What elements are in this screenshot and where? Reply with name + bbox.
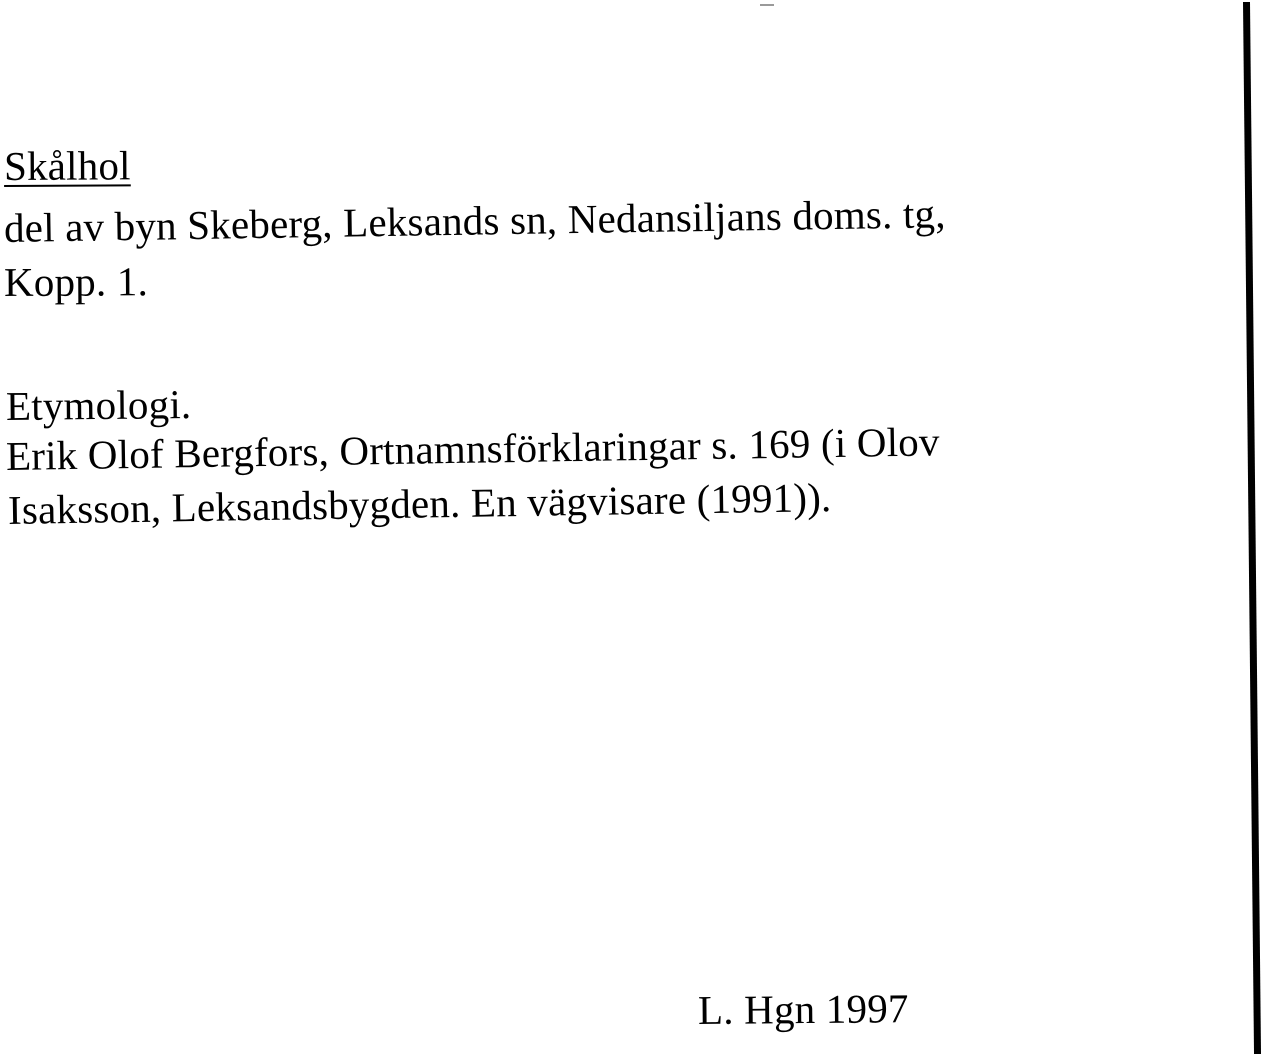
signature-date: L. Hgn 1997 [697, 985, 909, 1033]
scan-artifact [760, 4, 774, 6]
card-edge-line [1243, 2, 1261, 1054]
reference-text-line-2: Isaksson, Leksandsbygden. En vägvisare (1991)). [7, 474, 832, 533]
place-name-heading: Skålhol [3, 142, 131, 189]
etymology-label: Etymologi. [5, 381, 192, 429]
reference-text-line-1: Erik Olof Bergfors, Ortnamnsförklaringar s. 169 (i Olov [5, 418, 940, 479]
location-text-line-2: Kopp. 1. [3, 258, 149, 305]
location-text-line-1: del av byn Skeberg, Leksands sn, Nedansiljans doms. tg, [3, 190, 946, 251]
